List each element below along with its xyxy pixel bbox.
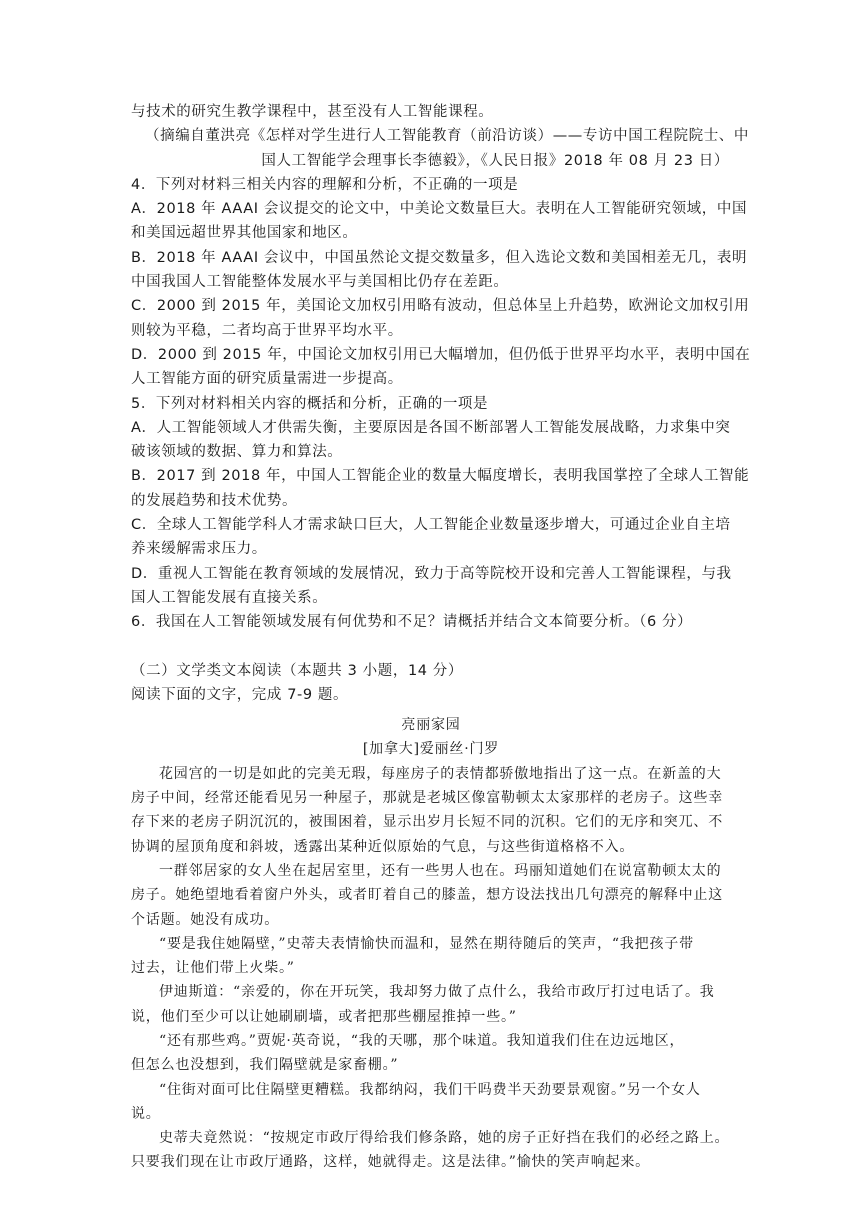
story-line: 但怎么也没想到，我们隔壁就是家畜棚。” — [131, 1057, 399, 1074]
story-line: 说，他们至少可以让她刷刷墙，或者把那些棚屋推掉一些。” — [131, 1008, 517, 1025]
question-6: 6．我国在人工智能领域发展有何优势和不足？请概括并结合文本简要分析。（6 分） — [131, 614, 693, 631]
q5-option-c-line-2: 养来缓解需求压力。 — [131, 541, 267, 558]
story-paragraph — [131, 1029, 731, 1078]
story-paragraph — [131, 980, 731, 1029]
story-paragraph — [131, 859, 731, 932]
story-body — [131, 762, 731, 1175]
story-line: 房子中间，经常还能看见另一种屋子，那就是老城区像富勒顿太太家那样的老房子。这些幸 — [131, 790, 723, 807]
question-5-stem: 5．下列对材料相关内容的概括和分析，正确的一项是 — [131, 395, 489, 412]
story-line: “还有那些鸡。”贾妮·英奇说，“我的天哪，那个味道。我知道我们住在边远地区， — [159, 1032, 685, 1049]
story-line: 个话题。她没有成功。 — [131, 911, 279, 928]
q4-option-d-line-1: D．2000 到 2015 年，中国论文加权引用已大幅增加，但仍低于世界平均水平，表明中国在 — [131, 346, 751, 363]
q5-option-d-line-2: 国人工智能发展有直接关系。 — [131, 589, 328, 606]
story-line: 过去，让他们带上火柴。” — [131, 960, 295, 977]
section-2-instruction: 阅读下面的文字，完成 7-9 题。 — [131, 686, 349, 703]
citation-line-1: （摘编自董洪亮《怎样对学生进行人工智能教育（前沿访谈）——专访中国工程院院士、中 — [145, 128, 749, 145]
story-line: 花园宫的一切是如此的完美无瑕，每座房子的表情都骄傲地指出了这一点。在新盖的大 — [159, 765, 722, 782]
q4-option-c-line-2: 则较为平稳，二者均高于世界平均水平。 — [131, 322, 403, 339]
q5-option-d-line-1: D．重视人工智能在教育领域的发展情况，致力于高等院校开设和完善人工智能课程，与我 — [131, 565, 732, 582]
q4-option-b-line-1: B．2018 年 AAAI 会议中，中国虽然论文提交数量多，但入选论文数和美国相差无几，表明 — [131, 249, 748, 266]
story-line: 史蒂夫竟然说：“按规定市政厅得给我们修条路，她的房子正好挡在我们的必经之路上。 — [159, 1130, 730, 1147]
q4-option-d-line-2: 人工智能方面的研究质量需进一步提高。 — [131, 371, 403, 388]
question-4-stem: 4．下列对材料三相关内容的理解和分析，不正确的一项是 — [131, 176, 519, 193]
q5-option-a-line-1: A．人工智能领域人才供需失衡，主要原因是各国不断部署人工智能发展战略，力求集中突 — [131, 419, 731, 436]
citation-line-2: 国人工智能学会理事长李德毅》，《人民日报》2018 年 08 月 23 日） — [261, 152, 729, 169]
material3-tail: 与技术的研究生教学课程中，甚至没有人工智能课程。 — [131, 104, 494, 120]
exam-page — [131, 100, 751, 1175]
story-paragraph — [131, 932, 731, 981]
story-paragraph — [131, 762, 731, 859]
story-line: “住街对面可比住隔壁更糟糕。我都纳闷，我们干吗费半天劲要景观窗。”另一个女人 — [159, 1081, 701, 1098]
story-paragraph — [131, 1126, 731, 1175]
q4-option-c-line-1: C．2000 到 2015 年，美国论文加权引用略有波动，但总体呈上升趋势，欧洲论文加权引用 — [131, 298, 750, 315]
question-5 — [131, 392, 750, 611]
story-line: 房子。她绝望地看着窗户外头，或者盯着自己的膝盖，想方设法找出几句漂亮的解释中止这 — [131, 887, 723, 904]
q4-option-b-line-2: 中国我国人工智能整体发展水平与美国相比仍存在差距。 — [131, 274, 509, 291]
story-line: 伊迪斯道：“亲爱的，你在开玩笑，我却努力做了点什么，我给市政厅打过电话了。我 — [159, 984, 715, 1001]
story-line: 协调的屋顶角度和斜坡，透露出某种近似原始的气息，与这些街道格格不入。 — [131, 838, 635, 855]
q5-option-b-line-2: 的发展趋势和技术优势。 — [131, 492, 298, 509]
story-title: 亮丽家园 — [401, 717, 461, 734]
section-2-heading: （二）文学类文本阅读（本题共 3 小题，14 分） — [131, 662, 464, 679]
q5-option-a-line-2: 破该领域的数据、算力和算法。 — [131, 444, 343, 461]
story-paragraph — [131, 1078, 731, 1127]
q4-option-a-line-1: A．2018 年 AAAI 会议提交的论文中，中美论文数量巨大。表明在人工智能研究领域，中国 — [131, 201, 748, 218]
story-author: [加拿大]爱丽丝·门罗 — [362, 741, 500, 758]
story-line: 一群邻居家的女人坐在起居室里，还有一些男人也在。玛丽知道她们在说富勒顿太太的 — [159, 862, 722, 879]
story-line: 存下来的老房子阴沉沉的，被围困着，显示出岁月长短不同的沉积。它们的无序和突兀、不 — [131, 814, 723, 831]
story-line: 说。 — [131, 1105, 161, 1122]
story-line: 只要我们现在让市政厅通路，这样，她就得走。这是法律。”愉快的笑声响起来。 — [131, 1154, 650, 1171]
q5-option-b-line-1: B．2017 到 2018 年，中国人工智能企业的数量大幅度增长，表明我国掌控了全球人工智能 — [131, 468, 750, 485]
q4-option-a-line-2: 和美国远超世界其他国家和地区。 — [131, 225, 358, 242]
section-gap — [131, 635, 731, 659]
q5-option-c-line-1: C．全球人工智能学科人才需求缺口巨大，人工智能企业数量逐步增大，可通过企业自主培 — [131, 517, 731, 534]
question-4 — [131, 173, 751, 392]
story-line: “要是我住她隔壁，”史蒂夫表情愉快而温和，显然在期待随后的笑声，“我把孩子带 — [159, 935, 694, 952]
